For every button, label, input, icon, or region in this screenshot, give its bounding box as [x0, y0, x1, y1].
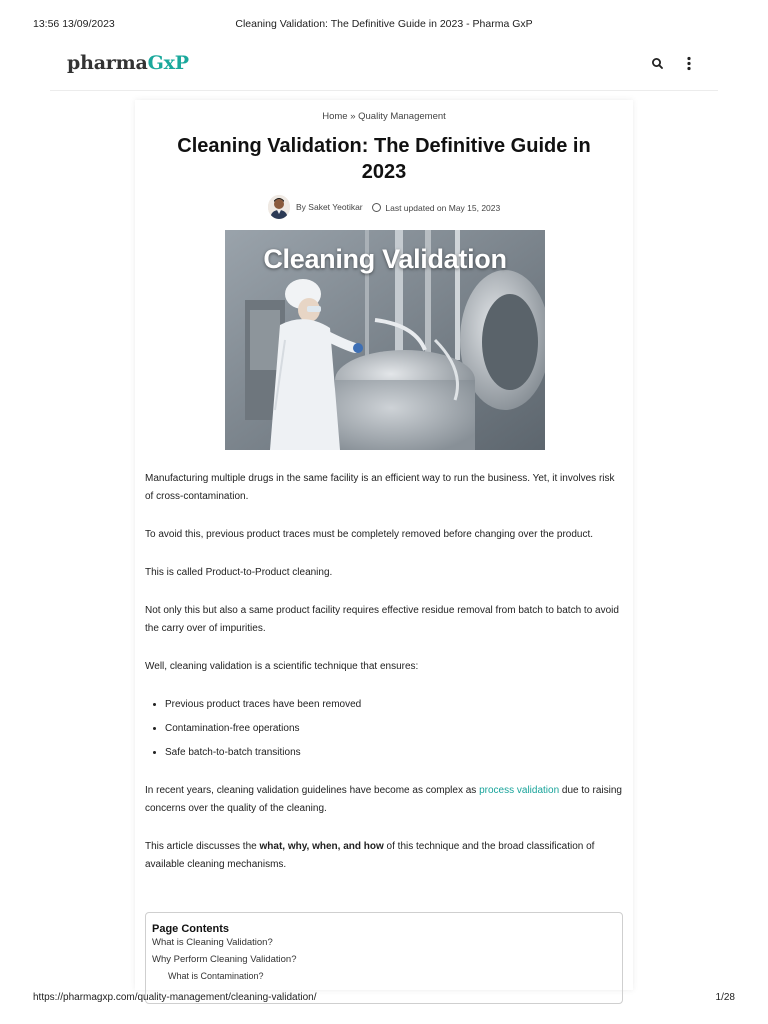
more-vertical-icon[interactable]: [680, 55, 698, 73]
process-validation-link[interactable]: process validation: [479, 785, 560, 796]
print-header: [0, 18, 768, 32]
bold-text: what, why, when, and how: [259, 841, 384, 852]
text-run: of this technique and the broad classification of available cleaning mechanisms.: [145, 841, 595, 870]
bullet-list: [145, 696, 623, 762]
list-item: • Previous product traces have been removed: [165, 696, 623, 714]
hero-title: Cleaning Validation: [263, 244, 507, 274]
paragraph: Well, cleaning validation is a scientific technique that ensures:: [145, 661, 419, 672]
author-prefix: By: [296, 202, 306, 212]
print-title: Cleaning Validation: The Definitive Guide in 2023 - Pharma GxP: [235, 18, 533, 30]
breadcrumb-section[interactable]: Quality Management: [358, 111, 446, 122]
paragraph: To avoid this, previous product traces must be completely removed before changing over the product.: [145, 529, 594, 540]
print-footer: [0, 992, 768, 1006]
toc-title: Page Contents: [152, 923, 230, 935]
page-contents: [145, 912, 623, 1004]
author-name[interactable]: Saket Yeotikar: [308, 202, 363, 212]
search-icon[interactable]: [649, 55, 667, 73]
article-card: [135, 100, 633, 990]
toc-link[interactable]: Why Perform Cleaning Validation?: [152, 954, 297, 965]
breadcrumb: [135, 111, 633, 122]
site-logo[interactable]: [67, 52, 189, 74]
toc-link[interactable]: What is Contamination?: [168, 971, 264, 981]
print-page-number: 1/28: [715, 992, 735, 1003]
page-title: Cleaning Validation: The Definitive Guide in 2023: [177, 135, 591, 183]
paragraph: Not only this but also a same product facility requires effective residue removal from batch to batch to avoid the carry over of impurities.: [145, 605, 619, 634]
breadcrumb-home[interactable]: Home: [322, 111, 348, 122]
hero-image: [225, 230, 545, 450]
site-header: [50, 50, 718, 91]
print-url: https://pharmagxp.com/quality-management/cleaning-validation/: [33, 992, 317, 1003]
print-timestamp: 13:56 13/09/2023: [33, 18, 115, 30]
text-run: In recent years, cleaning validation guidelines have become as complex as: [145, 785, 480, 796]
paragraph: Manufacturing multiple drugs in the same facility is an efficient way to run the business. Yet, it involves risk of cross-contamination.: [145, 473, 615, 502]
text-run: due to raising concerns over the quality of the cleaning.: [145, 785, 622, 814]
paragraph: [145, 782, 623, 818]
avatar[interactable]: [268, 195, 290, 219]
list-item: • Contamination-free operations: [165, 720, 623, 738]
clock-icon: [372, 203, 381, 212]
logo-main: pharma: [67, 52, 148, 74]
paragraph: [145, 838, 623, 874]
updated-date: May 15, 2023: [448, 203, 501, 213]
text-run: This article discusses the: [145, 841, 260, 852]
logo-accent: GxP: [147, 52, 189, 74]
updated-prefix: Last updated on: [385, 203, 447, 213]
paragraph: This is called Product-to-Product cleaning.: [145, 567, 333, 578]
breadcrumb-separator: »: [350, 111, 356, 122]
toc-link[interactable]: What is Cleaning Validation?: [152, 937, 273, 948]
article-body: [145, 470, 623, 894]
byline: [135, 195, 633, 221]
list-item: • Safe batch-to-batch transitions: [165, 744, 623, 762]
